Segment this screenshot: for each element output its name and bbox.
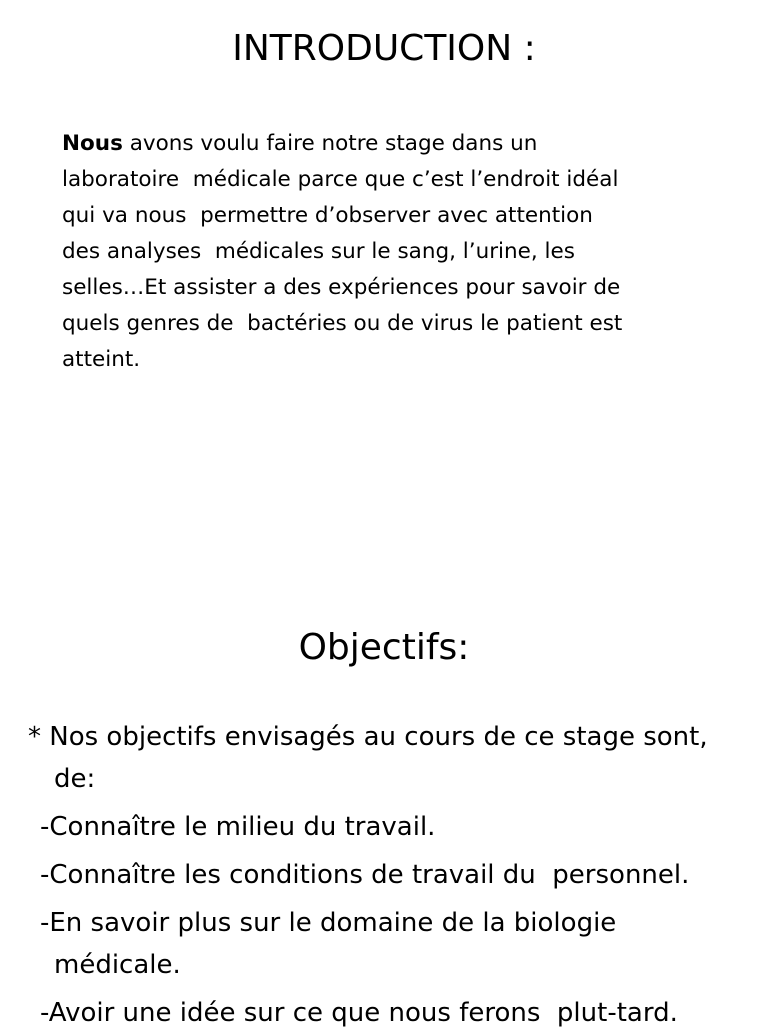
objectif-item: -Connaître les conditions de travail du personnel.	[40, 860, 690, 890]
intro-line-3: qui va nous permettre d’observer avec attention	[62, 203, 593, 228]
intro-line-2: laboratoire médicale parce que c’est l’endroit idéal	[62, 167, 619, 192]
objectif-item: -Avoir une idée sur ce que nous ferons plut-tard.	[40, 998, 678, 1028]
objectifs-intro-line-1: * Nos objectifs envisagés au cours de ce stage sont,	[28, 722, 708, 752]
objectifs-title: Objectifs:	[298, 627, 470, 668]
objectif-item: -Connaître le milieu du travail.	[40, 812, 436, 842]
introduction-slide	[0, 0, 768, 512]
objectif-item-continuation: médicale.	[54, 950, 181, 980]
objectifs-list	[0, 716, 768, 1034]
intro-line-5: selles…Et assister a des expériences pour savoir de	[62, 275, 621, 300]
objectif-item: -En savoir plus sur le domaine de la biologie	[40, 908, 617, 938]
intro-line-4: des analyses médicales sur le sang, l’urine, les	[62, 239, 575, 264]
introduction-title: INTRODUCTION :	[232, 28, 536, 69]
objectifs-intro-line-2: de:	[54, 764, 96, 794]
intro-line-6: quels genres de bactéries ou de virus le patient est	[62, 311, 623, 336]
introduction-paragraph	[62, 126, 702, 378]
intro-line-7: atteint.	[62, 347, 141, 372]
intro-line-1-text: avons voulu faire notre stage dans un	[122, 131, 538, 156]
intro-lead-word: Nous	[62, 131, 123, 156]
intro-line-1	[62, 126, 702, 162]
